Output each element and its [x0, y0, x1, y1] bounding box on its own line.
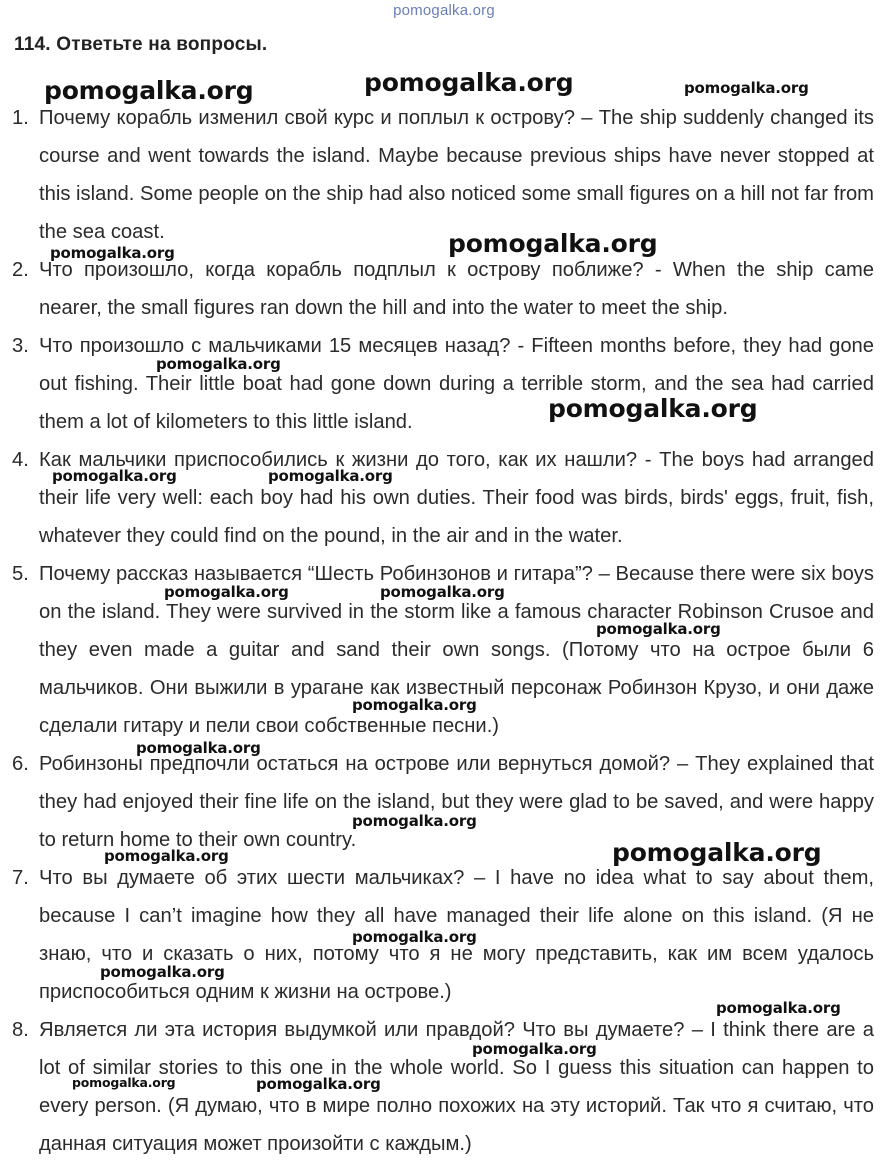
answer-text: Что произошло, когда корабль подплыл к острову поближе? - When the ship came nearer, the small figures ran down the hill and into the water to meet the ship.	[39, 259, 874, 319]
watermark: pomogalka.org	[44, 76, 254, 105]
watermark: pomogalka.org	[716, 999, 841, 1017]
answer-text: Робинзоны предпочли остаться на острове или вернуться домой? – They explained that they had enjoyed their fine life on the island, but they were glad to be saved, and were happy to return home to their own country.	[39, 753, 874, 851]
answer-text: Что вы думаете об этих шести мальчиках? – I have no idea what to say about them, because I can’t imagine how they all have managed their life alone on this island. (Я не знаю, что и сказать о них, потому что я не могу представить, как им всем удалось приспособиться одним к жизни на острове.)	[39, 867, 874, 1003]
answer-text: Что произошло с мальчиками 15 месяцев назад? - Fifteen months before, they had gone out fishing. Their little boat had gone down during a terrible storm, and the sea had carried them a lot of kilometers to this little island.	[39, 335, 874, 433]
answer-number: 4.	[12, 449, 29, 471]
task-title: 114. Ответьте на вопросы.	[14, 34, 268, 55]
answer-text: Как мальчики приспособились к жизни до того, как их нашли? - The boys had arranged their life very well: each boy had his own duties. Their food was birds, birds' eggs, fruit, fish, whatever they could find on the pound, in the air and in the water.	[39, 449, 874, 547]
watermark: pomogalka.org	[364, 68, 574, 97]
answer-number: 7.	[12, 867, 29, 889]
watermark: pomogalka.org	[136, 739, 261, 757]
watermark: pomogalka.org	[268, 467, 393, 485]
watermark: pomogalka.org	[548, 394, 758, 423]
watermark: pomogalka.org	[100, 963, 225, 981]
watermark: pomogalka.org	[50, 244, 175, 262]
watermark: pomogalka.org	[256, 1075, 381, 1093]
watermark: pomogalka.org	[352, 696, 477, 714]
watermark: pomogalka.org	[352, 928, 477, 946]
watermark: pomogalka.org	[448, 229, 658, 258]
answer-item-3	[0, 327, 888, 441]
watermark: pomogalka.org	[596, 620, 721, 638]
answer-number: 8.	[12, 1019, 29, 1041]
watermark: pomogalka.org	[472, 1040, 597, 1058]
answer-number: 3.	[12, 335, 29, 357]
watermark: pomogalka.org	[164, 583, 289, 601]
answer-text: Почему рассказ называется “Шесть Робинзонов и гитара”? – Because there were six boys on the island. They were survived in the storm like a famous character Robinson Crusoe and they even made a guitar and sand their own songs. (Потому что на острое были 6 мальчиков. Они выжили в урагане как известный персонаж Робинзон Крузо, и они даже сделали гитару и пели свои собственные песни.)	[39, 563, 874, 737]
answer-item-4	[0, 441, 888, 555]
answer-number: 1.	[12, 107, 29, 129]
answer-number: 5.	[12, 563, 29, 585]
answer-item-1	[0, 99, 888, 251]
watermark: pomogalka.org	[352, 812, 477, 830]
watermark: pomogalka.org	[380, 583, 505, 601]
answer-text: Почему корабль изменил свой курс и поплыл к острову? – The ship suddenly changed its course and went towards the island. Maybe because previous ships have never stopped at this island. Some people on the ship had also noticed some small figures on a hill not far from the sea coast.	[39, 107, 874, 243]
watermark: pomogalka.org	[72, 1075, 176, 1090]
watermark: pomogalka.org	[104, 847, 229, 865]
watermark: pomogalka.org	[612, 838, 822, 867]
watermark: pomogalka.org	[156, 355, 281, 373]
answer-number: 6.	[12, 753, 29, 775]
watermark: pomogalka.org	[52, 467, 177, 485]
answer-text: Является ли эта история выдумкой или правдой? Что вы думаете? – I think there are a lot of similar stories to this one in the whole world. So I guess this situation can happen to every person. (Я думаю, что в мире полно похожих на эту историй. Так что я считаю, что данная ситуация может произойти с каждым.)	[39, 1019, 874, 1155]
site-header[interactable]: pomogalka.org	[393, 2, 495, 19]
watermark: pomogalka.org	[684, 79, 809, 97]
answer-item-2	[0, 251, 888, 327]
answer-number: 2.	[12, 259, 29, 281]
